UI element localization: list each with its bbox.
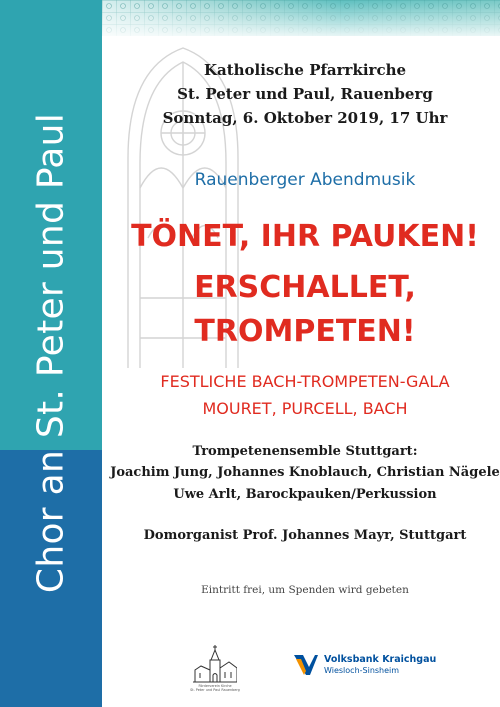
- headline-line-2: ERSCHALLET,: [194, 270, 416, 305]
- event-datetime: Sonntag, 6. Oktober 2019, 17 Uhr: [162, 109, 448, 127]
- church-logo: [190, 644, 240, 696]
- sidebar: [0, 0, 102, 707]
- ensemble-members: Joachim Jung, Johannes Knoblauch, Christian Nägele: [110, 465, 500, 480]
- church-icon: [193, 644, 237, 684]
- choir-name: Chor an St. Peter und Paul: [30, 112, 72, 594]
- concert-series: Rauenberger Abendmusik: [194, 170, 416, 190]
- bank-name: Volksbank Kraichgau: [324, 654, 437, 665]
- stained-glass-strip: [102, 0, 500, 36]
- headline-line-3: TROMPETEN!: [194, 314, 416, 349]
- church-caption-line-1: Förderverein Kirche: [198, 684, 232, 688]
- subtitle-line-2: MOURET, PURCELL, BACH: [202, 399, 408, 418]
- venue-church: Katholische Pfarrkirche: [203, 61, 407, 79]
- bank-location: Wiesloch-Sinsheim: [324, 666, 400, 675]
- organist: Domorganist Prof. Johannes Mayr, Stuttgart: [143, 528, 467, 543]
- venue-name: St. Peter und Paul, Rauenberg: [177, 85, 433, 103]
- bank-logo: [294, 653, 454, 683]
- subtitle-line-1: FESTLICHE BACH-TROMPETEN-GALA: [160, 372, 450, 391]
- headline-line-1: TÖNET, IHR PAUKEN!: [131, 219, 479, 254]
- percussion-performer: Uwe Arlt, Barockpauken/Perkussion: [173, 487, 437, 502]
- volksbank-icon: [294, 655, 318, 675]
- admission-note: Eintritt frei, um Spenden wird gebeten: [201, 584, 409, 596]
- ensemble-name: Trompetenensemble Stuttgart:: [192, 444, 418, 459]
- church-caption-line-2: St. Peter und Paul Rauenberg: [190, 688, 240, 692]
